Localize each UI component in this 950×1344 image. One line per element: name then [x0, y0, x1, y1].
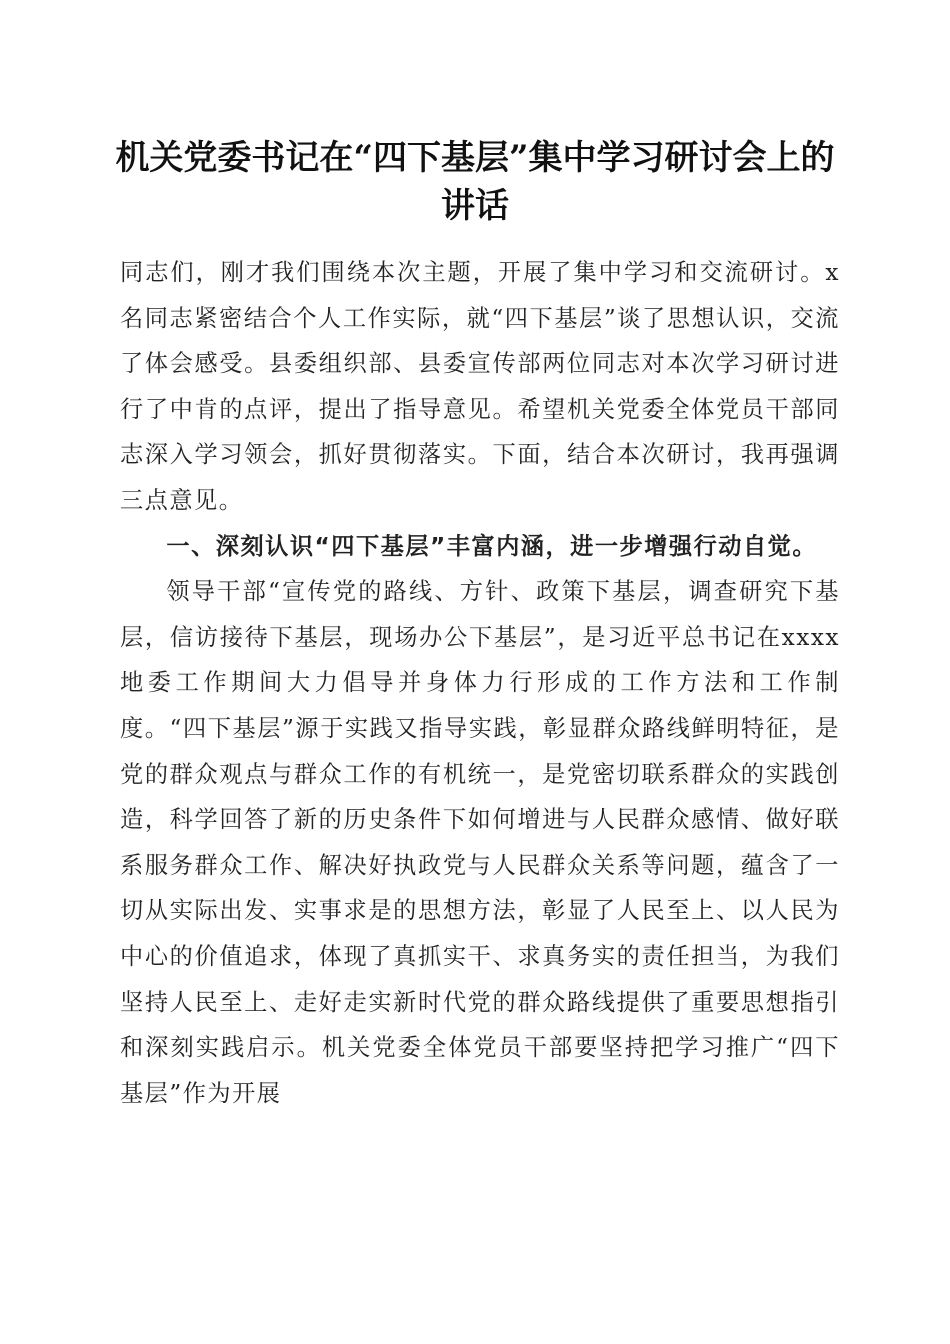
paragraph-section-1: 领导干部“宣传党的路线、方针、政策下基层，调查研究下基层，信访接待下基层，现场办公下基层”，是习近平总书记在xxxx地委工作期间大力倡导并身体力行形成的工作方法和工作制度。“四下基层”源于实践又指导实践，彰显群众路线鲜明特征，是党的群众观点与群众工作的有机统一，是党密切联系群众的实践创造，科学回答了新的历史条件下如何增进与人民群众感情、做好联系服务群众工作、解决好执政党与人民群众关系等问题，蕴含了一切从实际出发、实事求是的思想方法，彰显了人民至上、以人民为中心的价值追求，体现了真抓实干、求真务实的责任担当，为我们坚持人民至上、走好走实新时代党的群众路线提供了重要思想指引和深刻实践启示。机关党委全体党员干部要坚持把学习推广“四下基层”作为开展: [120, 578, 840, 1107]
section-heading-1: 一、深刻认识“四下基层”丰富内涵，进一步增强行动自觉。: [166, 532, 818, 560]
paragraph-intro: 同志们，刚才我们围绕本次主题，开展了集中学习和交流研讨。x名同志紧密结合个人工作实际，就“四下基层”谈了思想认识，交流了体会感受。县委组织部、县委宣传部两位同志对本次学习研讨进行了中肯的点评，提出了指导意见。希望机关党委全体党员干部同志深入学习领会，抓好贯彻落实。下面，结合本次研讨，我再强调三点意见。: [120, 259, 840, 514]
document-body: [120, 250, 840, 1116]
page-title: 机关党委书记在“四下基层”集中学习研讨会上的讲话: [115, 138, 835, 226]
